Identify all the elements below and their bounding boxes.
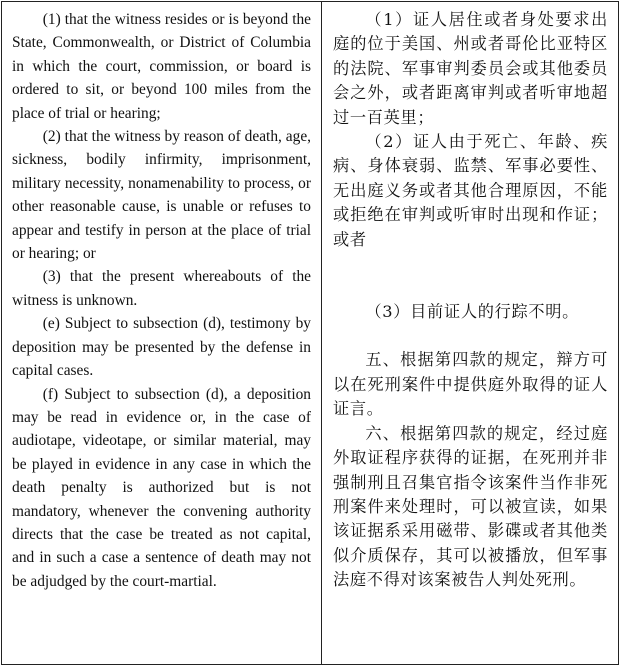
spacer (333, 252, 608, 300)
chinese-paragraph-4: 五、根据第四款的规定，辩方可以在死刑案件中提供庭外取得的证人证言。 (333, 350, 608, 419)
english-paragraph-2: (2) that the witness by reason of death, age, sickness, bodily infirmity, imprisonment, military necessity, nonamenability to process, or other reasonable cause, is unable or refuses to appear and testify in person at the place of trial or hearing; or (12, 128, 311, 263)
chinese-paragraph-2: （2）证人由于死亡、年龄、疾病、身体衰弱、监禁、军事必要性、无出庭义务或者其他合理原因，不能或拒绝在审判或听审时出现和作证；或者 (333, 132, 608, 249)
chinese-column (322, 2, 618, 664)
chinese-paragraph-5: 六、根据第四款的规定，经过庭外取证程序获得的证据，在死刑并非强制刑且召集官指令该案件当作非死刑案件来处理时，可以被宣读，如果该证据系采用磁带、影碟或者其他类似介质保存，其可以被播放，但军事法庭不得对该案被告人判处死刑。 (333, 423, 608, 590)
english-paragraph-1: (1) that the witness resides or is beyond the State, Commonwealth, or District of Columbia in which the court, commission, or board is ordered to sit, or beyond 100 miles from the place of trial or hearing; (12, 11, 311, 122)
english-paragraph-3: (3) that the present whereabouts of the witness is unknown. (12, 268, 311, 309)
english-column (2, 2, 322, 664)
chinese-paragraph-1: （1）证人居住或者身处要求出庭的位于美国、州或者哥伦比亚特区的法院、军事审判委员会或其他委员会之外，或者距离审判或者听审地超过一百英里； (333, 10, 608, 127)
chinese-paragraph-3: （3）目前证人的行踪不明。 (365, 302, 580, 322)
spacer (333, 324, 608, 348)
english-paragraph-4: (e) Subject to subsection (d), testimony by deposition may be presented by the defense in capital cases. (12, 315, 311, 380)
english-paragraph-5: (f) Subject to subsection (d), a deposition may be read in evidence or, in the case of audiotape, videotape, or similar material, may be played in evidence in any case in which the death penalty is authorized but is not mandatory, whenever the convening authority directs that the case be treated as not capital, and in such a case a sentence of death may not be adjudged by the court-martial. (12, 385, 311, 590)
bilingual-table (1, 1, 619, 665)
